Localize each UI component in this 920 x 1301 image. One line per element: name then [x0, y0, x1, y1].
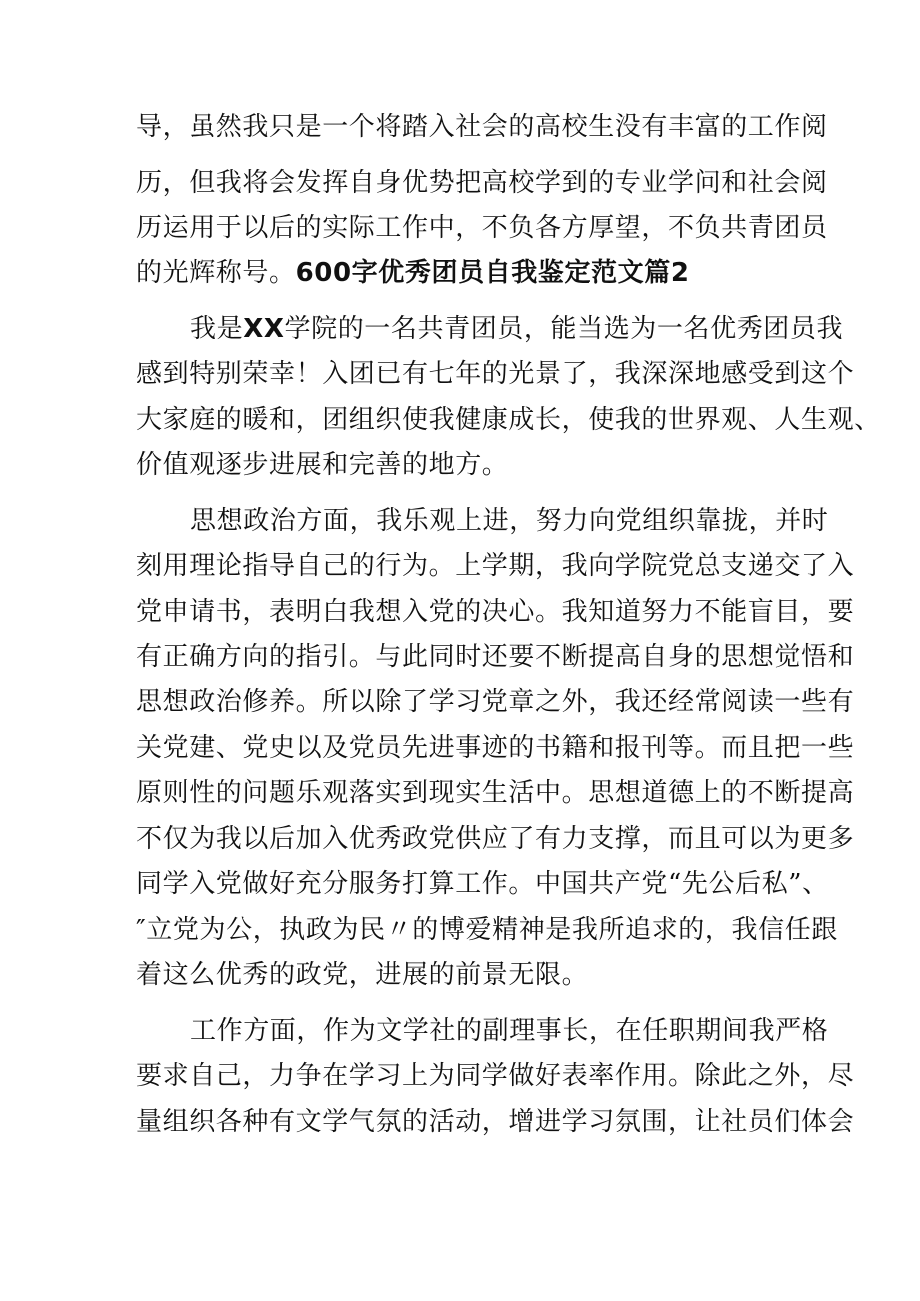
paragraph-first-line	[190, 312, 843, 346]
text-line: 关党建、党史以及党员先进事迹的书籍和报刊等。而且把一些	[136, 733, 855, 763]
text-line: 思想政治修养。所以除了学习党章之外，我还经常阅读一些有	[136, 687, 855, 717]
paragraph-first-line: 思想政治方面，我乐观上进，努力向党组织靠拢，并时	[190, 506, 829, 536]
text-line: 历，但我将会发挥自身优势把高校学到的专业学问和社会阅	[136, 168, 828, 198]
text-line: 导，虽然我只是一个将踏入社会的高校生没有丰富的工作阅	[136, 112, 828, 142]
placeholder-xx: XX	[243, 314, 285, 344]
text-line: 要求自己，力争在学习上为同学做好表率作用。除此之外，尽	[136, 1061, 855, 1091]
text-line: 刻用理论指导自己的行为。上学期，我向学院党总支递交了入	[136, 551, 855, 581]
text-line: 党申请书，表明白我想入党的决心。我知道努力不能盲目，要	[136, 597, 855, 627]
paragraph-first-line: 工作方面，作为文学社的副理事长，在任职期间我严格	[190, 1016, 829, 1046]
text-line: 着这么优秀的政党，进展的前景无限。	[136, 960, 589, 990]
text-line: 感到特别荣幸！入团已有七年的光景了，我深深地感受到这个	[136, 359, 855, 389]
text-line: ″立党为公，执政为民〃的博爱精神是我所追求的，我信任跟	[136, 915, 838, 945]
text-segment: 学院的一名共青团员，能当选为一名优秀团员我	[284, 314, 844, 344]
text-line: 价值观逐步进展和完善的地方。	[136, 450, 509, 480]
text-line	[136, 256, 690, 290]
text-line: 不仅为我以后加入优秀政党供应了有力支撑，而且可以为更多	[136, 824, 855, 854]
text-line: 有正确方向的指引。与此同时还要不断提高自身的思想觉悟和	[136, 642, 855, 672]
section-title: 600字优秀团员自我鉴定范文篇2	[295, 258, 690, 288]
text-line: 同学入党做好充分服务打算工作。中国共产党“先公后私”、	[136, 869, 829, 899]
text-line: 原则性的问题乐观落实到现实生活中。思想道德上的不断提高	[136, 778, 855, 808]
text-segment: 我是	[190, 314, 244, 344]
text-segment: 的光辉称号。	[136, 258, 296, 288]
text-line: 大家庭的暖和，团组织使我健康成长，使我的世界观、人生观、	[136, 405, 881, 435]
text-line: 量组织各种有文学气氛的活动，增进学习氛围，让社员们体会	[136, 1107, 855, 1137]
text-line: 历运用于以后的实际工作中，不负各方厚望，不负共青团员	[136, 213, 828, 243]
